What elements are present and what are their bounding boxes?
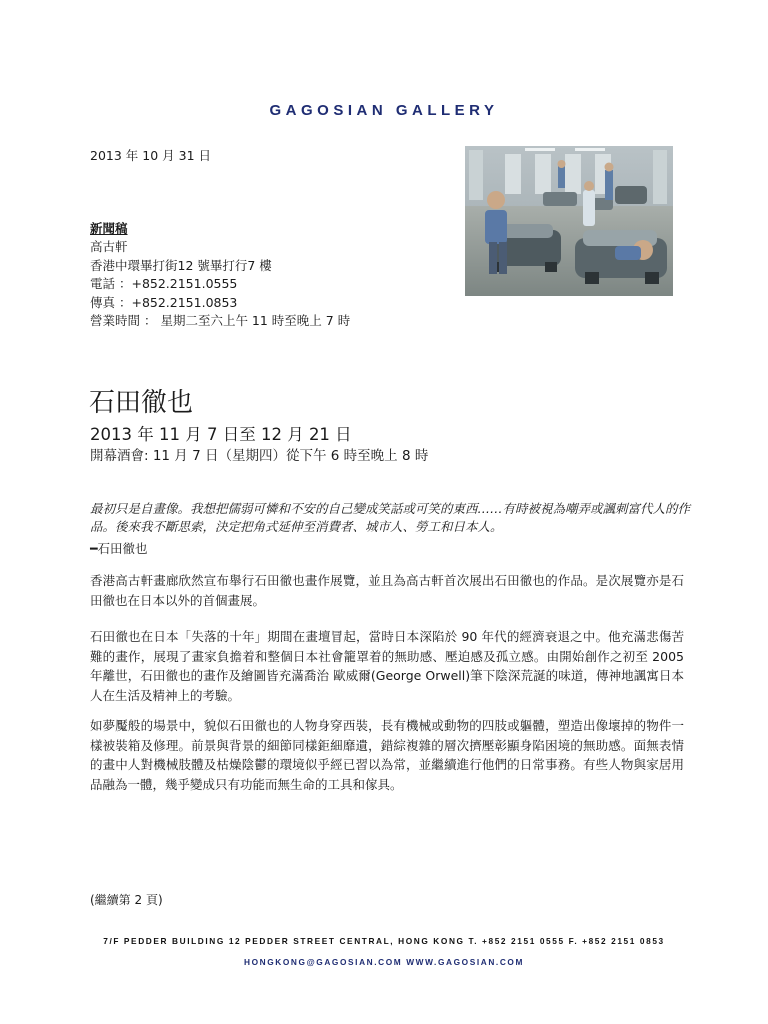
gallery-address: 香港中環畢打街12 號畢打行7 樓 [90, 257, 272, 273]
exhibition-dates: 2013 年 11 月 7 日至 12 月 21 日 [90, 425, 352, 444]
body-paragraph-2: 石田徹也在日本「失落的十年」期間在畫壇冒起，當時日本深陷於 90 年代的經濟衰退之中。他充滿悲傷苦難的畫作，展現了畫家負擔着和整個日本社會籠罩着的無助感、壓迫感及孤立感。由開始創作之初至 2005 年離世，石田徹也的畫作及繪圖皆充滿喬治 歐威爾(George Orwell)筆下陰深荒誕的味道，傳神地諷寓日本人在生活及精神上的考驗。 [90, 629, 684, 703]
painting-image [465, 146, 673, 296]
fax-number: 傳真 ：+852.2151.0853 [90, 294, 238, 310]
body-paragraph-3: 如夢魘般的場景中，貌似石田徹也的人物身穿西裝，長有機械或動物的四肢或軀體，塑造出像壞掉的物件一樣被裝箱及修理。前景與背景的細節同樣鉅細靡遺，錯綜複雜的層次擠壓彰顯身陷困境的無助感。面無表情的畫中人對機械肢體及枯燥陰鬱的環境似乎經已習以為常，並繼續進行他們的日常事務。有些人物與家居用品融為一體，幾乎變成只有功能而無生命的工具和傢具。 [90, 718, 684, 792]
phone-number: 電話 ：+852.2151.0555 [90, 276, 238, 292]
press-release-heading: 新聞稿 [90, 221, 128, 236]
contact-block [90, 220, 350, 330]
gallery-name-zh: 高古軒 [90, 239, 128, 255]
continued-note: (繼續第 2 頁) [90, 893, 163, 907]
artist-quote: 最初只是自畫像。我想把儒弱可憐和不安的自己變成笑話或可笑的東西……有時被視為嘲弄或諷刺富代人的作品。後來我不斷思索，決定把角式延伸至消費者、城市人、勞工和日本人。 [90, 501, 691, 534]
opening-hours: 營業時間 ： 星期二至六上午 11 時至晚上 7 時 [90, 313, 351, 329]
opening-reception: 開幕酒會: 11 月 7 日（星期四）從下午 6 時至晚上 8 時 [90, 448, 429, 464]
footer-web: HONGKONG@GAGOSIAN.COM WWW.GAGOSIAN.COM [244, 957, 524, 967]
gallery-logo: GAGOSIAN GALLERY [269, 102, 499, 119]
footer-address: 7/F PEDDER BUILDING 12 PEDDER STREET CENTRAL, HONG KONG T. +852 2151 0555 F. +852 2151 0853 [103, 936, 665, 946]
quote-attribution: ━石田徹也 [90, 541, 148, 556]
release-date: 2013 年 10 月 31 日 [90, 148, 211, 163]
artist-name: 石田徹也 [89, 388, 194, 418]
body-paragraph-1: 香港高古軒畫廊欣然宣布舉行石田徹也畫作展覽，並且為高古軒首次展出石田徹也的作品。是次展覽亦是石田徹也在日本以外的首個畫展。 [90, 573, 684, 608]
